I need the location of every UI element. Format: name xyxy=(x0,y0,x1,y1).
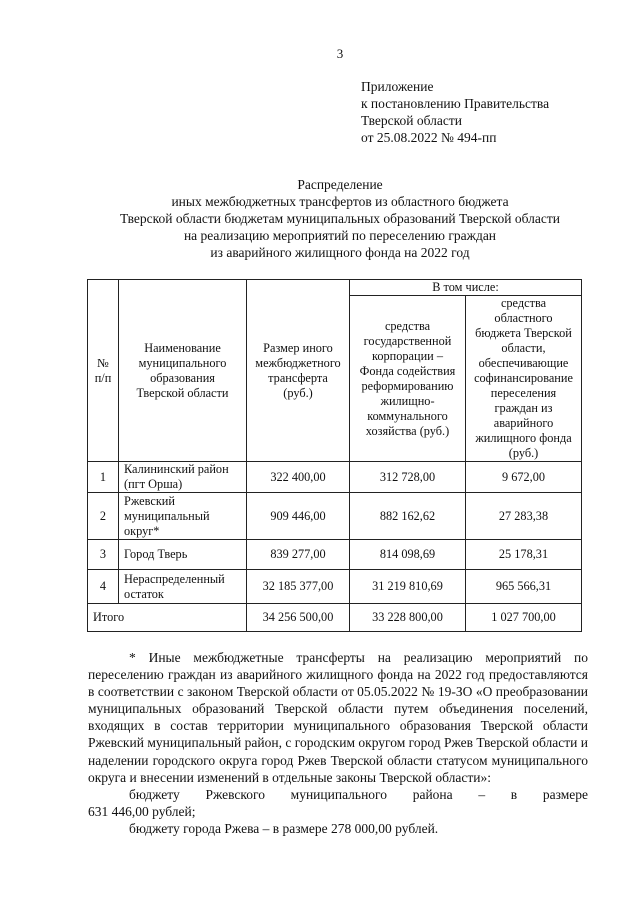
header-name xyxy=(119,280,247,462)
cell-line: муниципальный xyxy=(124,508,210,523)
appendix-line: Приложение xyxy=(361,79,434,94)
table-row xyxy=(88,462,582,493)
cell-line: средства xyxy=(384,318,431,333)
cell-line: образования xyxy=(150,370,215,385)
row-fund: 31 219 810,69 xyxy=(350,570,466,604)
footnote-word: – xyxy=(478,786,486,802)
page-number: 3 xyxy=(336,46,344,61)
total-regional: 1 027 700,00 xyxy=(466,604,582,632)
row-regional: 965 566,31 xyxy=(466,570,582,604)
cell-line: округ* xyxy=(124,523,160,538)
row-fund: 312 728,00 xyxy=(350,462,466,493)
cell-line: Город Тверь xyxy=(124,547,188,561)
footnote-word: Ржевского xyxy=(205,786,265,802)
cell-line: коммунального xyxy=(367,408,448,423)
cell-line: областного xyxy=(494,311,553,325)
footnote-main: * Иные межбюджетные трансферты на реализацию мероприятий по переселению граждан из аварийного жилищного фонда на 2022 год предоставляются в соответствии с законом Тверской области от 05.05.2022 № 19-ЗО «О преобразовании муниципальных образований Тверской области путем объединения поселений, входящих в состав территории муниципального образования Тверской области Ржевский муниципальный район, с городским округом город Ржев Тверской области и наделении городского округа город Ржев Тверской области статусом муниципального округа и внесении изменений в отдельные законы Тверской области»: xyxy=(88,650,588,785)
cell-line: Калининский район xyxy=(124,462,229,476)
footnote-word: бюджету xyxy=(129,786,180,802)
header-including: В том числе: xyxy=(350,280,582,296)
row-name xyxy=(119,493,247,540)
row-num: 3 xyxy=(88,540,119,570)
document-title xyxy=(0,176,640,261)
table-total-row xyxy=(88,604,582,632)
row-regional: 25 178,31 xyxy=(466,540,582,570)
table-row xyxy=(88,540,582,570)
cell-line: граждан из xyxy=(494,401,553,415)
row-num: 4 xyxy=(88,570,119,604)
cell-line: средства xyxy=(500,296,547,310)
header-fund xyxy=(350,296,466,462)
row-amount: 839 277,00 xyxy=(247,540,350,570)
row-fund: 882 162,62 xyxy=(350,493,466,540)
cell-line: переселения xyxy=(490,386,557,400)
cell-line: (пгт Орша) xyxy=(124,477,183,491)
row-num: 1 xyxy=(88,462,119,493)
footnote-word: размере xyxy=(542,786,588,802)
cell-line: трансферта xyxy=(268,370,328,385)
cell-line: муниципального xyxy=(138,355,227,370)
table-row xyxy=(88,570,582,604)
footnote-item-1-cont: 631 446,00 рублей; xyxy=(88,803,196,819)
cell-line: обеспечивающие xyxy=(478,356,569,370)
footnote-word: района xyxy=(412,786,453,802)
header-amount xyxy=(247,280,350,462)
row-name xyxy=(119,570,247,604)
distribution-table xyxy=(87,279,582,632)
total-fund: 33 228 800,00 xyxy=(350,604,466,632)
row-amount: 322 400,00 xyxy=(247,462,350,493)
row-regional: 9 672,00 xyxy=(466,462,582,493)
title-line: иных межбюджетных трансфертов из областного бюджета xyxy=(171,194,509,209)
cell-line: государственной xyxy=(363,333,452,348)
cell-line: реформированию xyxy=(361,378,454,393)
cell-line: софинансирование xyxy=(474,371,573,385)
appendix-header xyxy=(361,78,549,146)
cell-line: (руб.) xyxy=(283,385,313,400)
cell-line: (руб.) xyxy=(508,446,539,460)
cell-line: корпорации – xyxy=(372,348,443,363)
total-amount: 34 256 500,00 xyxy=(247,604,350,632)
footnote-item-2: бюджету города Ржева – в размере 278 000,00 рублей. xyxy=(129,820,439,836)
appendix-line: к постановлению Правительства xyxy=(361,96,550,111)
row-name xyxy=(119,540,247,570)
cell-line: аварийного xyxy=(493,416,554,430)
cell-line: жилищного фонда xyxy=(475,431,572,445)
cell-line: остаток xyxy=(124,586,164,601)
row-name xyxy=(119,462,247,493)
cell-line: № xyxy=(97,355,109,370)
appendix-line: Тверской области xyxy=(361,113,462,128)
cell-line: жилищно- xyxy=(380,393,435,408)
cell-line: Ржевский xyxy=(124,493,175,508)
row-num: 2 xyxy=(88,493,119,540)
cell-line: Размер иного xyxy=(263,340,333,355)
header-regional xyxy=(466,296,582,462)
footnote xyxy=(88,649,588,837)
appendix-line: от 25.08.2022 № 494-пп xyxy=(361,130,497,145)
row-amount: 909 446,00 xyxy=(247,493,350,540)
title-line: Распределение xyxy=(297,177,383,192)
cell-line: п/п xyxy=(94,370,112,385)
table-row xyxy=(88,493,582,540)
total-label: Итого xyxy=(88,604,247,632)
cell-line: межбюджетного xyxy=(255,355,341,370)
cell-line: Тверской области xyxy=(136,385,229,400)
footnote-word: муниципального xyxy=(290,786,388,802)
cell-line: области, xyxy=(501,341,546,355)
cell-line: Нераспределенный xyxy=(124,571,225,586)
cell-line: хозяйства (руб.) xyxy=(365,423,450,438)
row-fund: 814 098,69 xyxy=(350,540,466,570)
footnote-word: в xyxy=(510,786,518,802)
footnote-item-1 xyxy=(88,786,588,803)
cell-line: Наименование xyxy=(144,340,221,355)
title-line: Тверской области бюджетам муниципальных образований Тверской области xyxy=(120,211,560,226)
header-num xyxy=(88,280,119,462)
row-regional: 27 283,38 xyxy=(466,493,582,540)
title-line: на реализацию мероприятий по переселению граждан xyxy=(183,228,497,243)
title-line: из аварийного жилищного фонда на 2022 год xyxy=(210,245,470,260)
cell-line: Фонда содействия xyxy=(359,363,456,378)
row-amount: 32 185 377,00 xyxy=(247,570,350,604)
cell-line: бюджета Тверской xyxy=(475,326,572,340)
